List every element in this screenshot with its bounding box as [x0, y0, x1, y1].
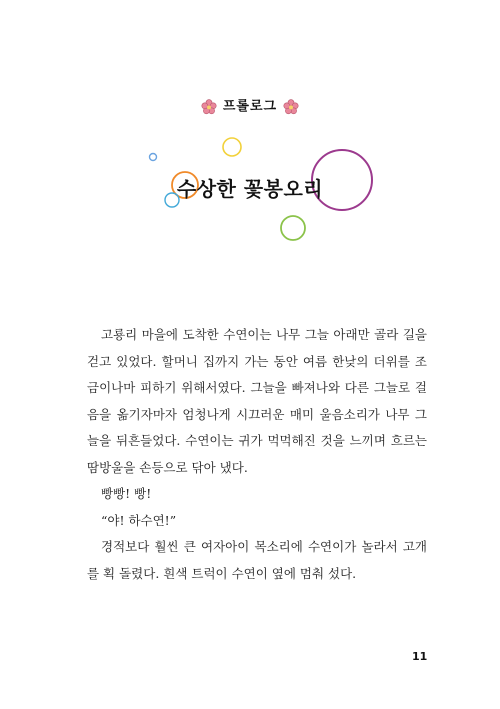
flower-icon — [201, 99, 217, 115]
bubble-green — [281, 216, 305, 240]
paragraph-dialog: “야! 하수연!” — [101, 512, 177, 528]
bubble-yellow — [223, 138, 241, 156]
chapter-label — [0, 95, 500, 115]
paragraph-sound: 빵빵! 빵! — [101, 486, 152, 501]
bubble-small-blue — [150, 154, 157, 161]
paragraph: 고룡리 마을에 도착한 수연이는 나무 그늘 아래만 골라 길을 걷고 있었다. 할머니 집까지 가는 동안 여름 한낮의 더위를 조금이나마 피하기 위해서였다. 그늘을 빠져나와 다른 그늘로 걸음을 옮기자마자 엄청나게 시끄러운 매미 울음소리가 나무 그늘을 뒤흔들었다. 수연이는 귀가 먹먹해진 것을 느끼며 흐르는 땀방울을 손등으로 닦아 냈다. — [87, 327, 427, 475]
paragraph: 경적보다 훨씬 큰 여자아이 목소리에 수연이가 놀라서 고개를 획 돌렸다. 흰색 트럭이 수연이 옆에 멈춰 섰다. — [87, 539, 427, 581]
story-text — [87, 322, 427, 587]
chapter-label-text: 프롤로그 — [222, 99, 278, 114]
chapter-title: 수상한 꽃봉오리 — [176, 177, 324, 201]
page-number: 11 — [412, 650, 428, 663]
flower-icon — [283, 99, 299, 115]
